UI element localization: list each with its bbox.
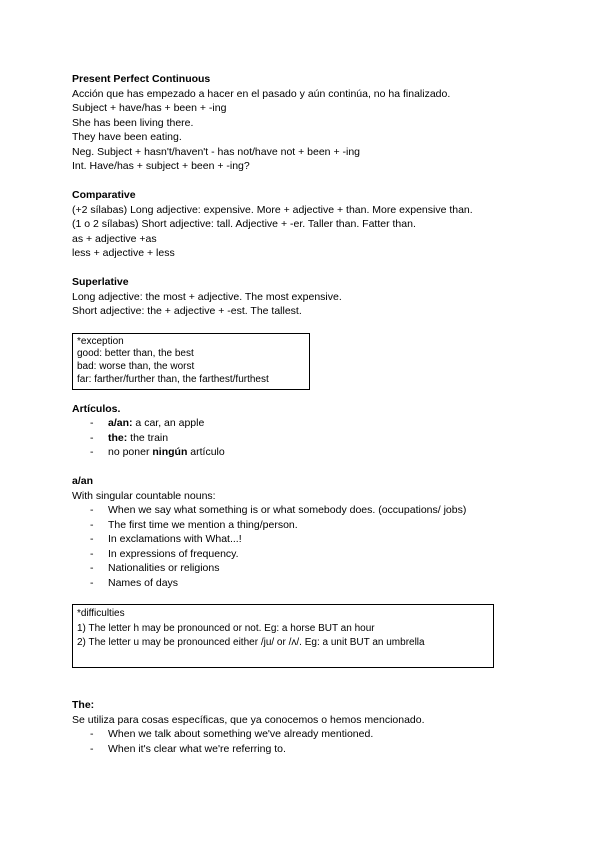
- box-line: *difficulties: [77, 608, 125, 620]
- list-item: - When it's clear what we're referring to.: [72, 742, 532, 757]
- section-title-articulos: Artículos.: [72, 402, 121, 415]
- box-line: bad: worse than, the worst: [77, 361, 195, 373]
- text-line: as + adjective +as: [72, 232, 157, 245]
- text-line: Se utiliza para cosas específicas, que ya conocemos o hemos mencionado.: [72, 713, 425, 726]
- list-item: - When we say what something is or what somebody does. (occupations/ jobs): [72, 503, 532, 518]
- text-line: Short adjective: the + adjective + -est. The tallest.: [72, 305, 302, 317]
- list-item: - When we talk about something we've already mentioned.: [72, 727, 532, 742]
- difficulties-box: [72, 604, 494, 668]
- section-title-a-an: a/an: [72, 475, 94, 488]
- text-line: less + adjective + less: [72, 247, 175, 259]
- text-line: Long adjective: the most + adjective. The most expensive.: [72, 290, 342, 303]
- box-line: far: farther/further than, the farthest/furthest: [77, 373, 269, 385]
- box-line: good: better than, the best: [77, 348, 194, 360]
- text-line: Neg. Subject + hasn't/haven't - has not/have not + been + -ing: [72, 145, 360, 158]
- list-item: - In expressions of frequency.: [72, 547, 532, 562]
- text-line: Subject + have/has + been + -ing: [72, 102, 227, 114]
- list-item: - In exclamations with What...!: [72, 532, 532, 547]
- text-line: With singular countable nouns:: [72, 489, 216, 502]
- list-item: - the: the train: [72, 431, 532, 446]
- section-title-superlative: Superlative: [72, 276, 129, 288]
- list-item: - The first time we mention a thing/person.: [72, 518, 532, 533]
- list-item: - no poner ningún artículo: [72, 445, 532, 460]
- text-line: (1 o 2 sílabas) Short adjective: tall. Adjective + -er. Taller than. Fatter than.: [72, 218, 416, 230]
- section-title-comparative: Comparative: [72, 189, 136, 201]
- text-line: She has been living there.: [72, 116, 194, 129]
- text-line: Acción que has empezado a hacer en el pasado y aún continúa, no ha finalizado.: [72, 87, 451, 100]
- box-line: 2) The letter u may be pronounced either /ju/ or /ʌ/. Eg: a unit BUT an umbrella: [77, 637, 425, 649]
- text-line: (+2 sílabas) Long adjective: expensive. More + adjective + than. More expensive than.: [72, 203, 473, 216]
- exception-box: [72, 333, 310, 390]
- a-an-list: [72, 503, 532, 590]
- document-page: [72, 72, 532, 756]
- articulos-list: [72, 416, 532, 460]
- text-line: Int. Have/has + subject + been + -ing?: [72, 160, 250, 172]
- box-line: *exception: [77, 335, 124, 347]
- section-title-the: The:: [72, 699, 95, 712]
- section-title-ppc: Present Perfect Continuous: [72, 73, 211, 85]
- text-line: They have been eating.: [72, 131, 182, 143]
- list-item: - Names of days: [72, 576, 532, 591]
- list-item: - a/an: a car, an apple: [72, 416, 532, 431]
- list-item: - Nationalities or religions: [72, 561, 532, 576]
- the-list: [72, 727, 532, 756]
- box-line: 1) The letter h may be pronounced or not. Eg: a horse BUT an hour: [77, 622, 375, 634]
